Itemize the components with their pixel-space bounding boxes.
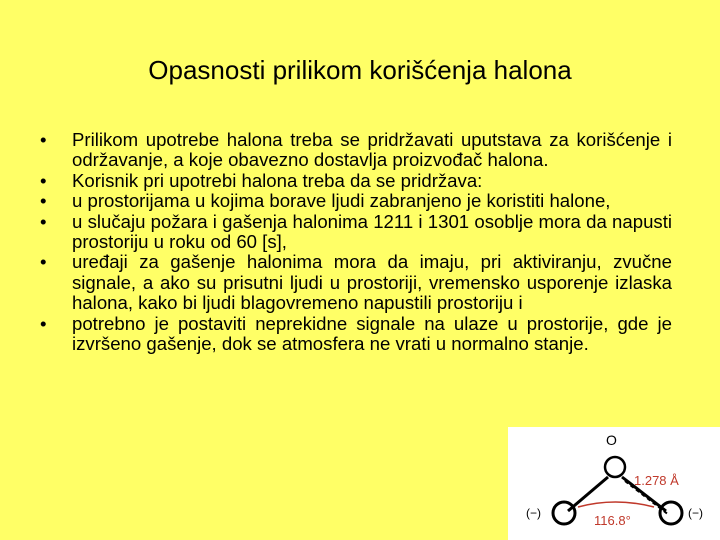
- charge-left-label: (−): [526, 506, 541, 520]
- bullet-marker: •: [40, 210, 47, 232]
- atom-right: [660, 502, 682, 524]
- bullet-marker: •: [40, 251, 47, 273]
- bullet-text: u prostorijama u kojima borave ljudi zabranjeno je koristiti halone,: [72, 190, 611, 212]
- bond-angle-label: 116.8°: [594, 513, 631, 528]
- bullet-marker: •: [40, 312, 47, 334]
- bullet-text: u slučaju požara i gašenja halonima 1211 i 1301 osoblje mora da napusti prostoriju u roku od 60 [s],: [72, 210, 672, 253]
- bullet-text: uređaji za gašenje halonima mora da imaju, pri aktiviranju, zvučne signale, a ako su prisutni ljudi u prostoriji, vremensko usporenje izlaska halona, kako bi ljudi blagovremeno napustili prostoriju i: [72, 251, 672, 314]
- bullet-item: [40, 130, 672, 171]
- bullet-marker: •: [40, 190, 47, 212]
- bullet-item: [40, 191, 672, 211]
- atom-left: [553, 502, 575, 524]
- atom-top: [605, 457, 625, 477]
- bullet-item: [40, 252, 672, 313]
- bullet-marker: •: [40, 169, 47, 191]
- bullet-list: [40, 130, 672, 354]
- molecule-svg: [508, 427, 720, 540]
- molecule-diagram: [508, 427, 720, 540]
- bullet-text: Korisnik pri upotrebi halona treba da se pridržava:: [72, 169, 483, 191]
- angle-arc: [578, 502, 654, 507]
- bullet-item: [40, 212, 672, 253]
- charge-right-label: (−): [688, 506, 703, 520]
- atom-symbol: O: [606, 432, 617, 448]
- bullet-marker: •: [40, 129, 47, 150]
- bullet-text: Prilikom upotrebe halona treba se pridržavati uputstava za korišćenje i održavanje, a koje obavezno dostavlja proizvođač halona.: [72, 129, 672, 171]
- bullet-text: potrebno je postaviti neprekidne signale na ulaze u prostorije, gde je izvršeno gašenje, dok se atmosfera ne vrati u normalno stanje.: [72, 312, 672, 355]
- bullet-item: [40, 314, 672, 355]
- bond-length-label: 1.278 Å: [634, 473, 679, 488]
- slide-title: Opasnosti prilikom korišćenja halona: [148, 55, 572, 85]
- bullet-item: [40, 171, 672, 191]
